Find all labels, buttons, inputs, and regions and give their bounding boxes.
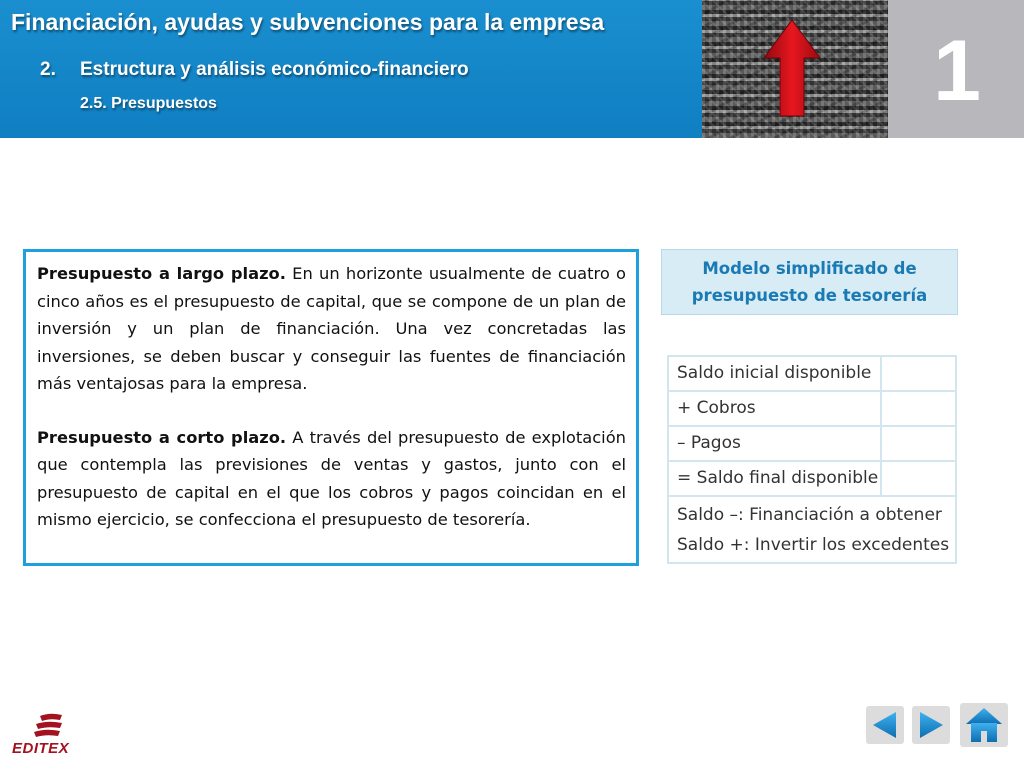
editex-logo xyxy=(10,712,80,758)
negative-balance-note: Saldo –: Financiación a obtener xyxy=(677,505,942,525)
triangle-left-icon xyxy=(870,710,900,740)
paragraph-lead: Presupuesto a corto plazo. xyxy=(37,427,287,447)
row-value-cell xyxy=(880,392,955,427)
row-value-cell xyxy=(880,462,955,497)
page-title: Financiación, ayudas y subvenciones para la empresa xyxy=(11,9,605,35)
chapter-number: 1 xyxy=(933,23,979,119)
red-arrow-up-icon xyxy=(762,18,822,118)
triangle-right-icon xyxy=(916,710,946,740)
table-notes xyxy=(669,497,955,562)
header-banner xyxy=(0,0,702,138)
table-row xyxy=(669,462,955,497)
treasury-model-title-text: Modelo simplificado de presupuesto de tesorería xyxy=(691,259,928,305)
home-button[interactable] xyxy=(960,703,1008,747)
positive-balance-note: Saldo +: Invertir los excedentes xyxy=(677,535,950,555)
row-label: + Cobros xyxy=(677,398,756,418)
treasury-budget-table xyxy=(667,355,957,564)
header-image-word-collage xyxy=(702,0,888,138)
previous-slide-button[interactable] xyxy=(866,706,904,744)
budget-description-box xyxy=(23,249,639,566)
paragraph-lead: Presupuesto a largo plazo. xyxy=(37,264,286,283)
paragraph-body: A través del presupuesto de explotación que contempla las previsiones de ventas y gastos, junto con el presupuesto de capital en el que los cobros y pagos coincidan en el mismo ejercicio, se confecciona el presupuesto de tesorería. xyxy=(37,427,626,529)
home-icon xyxy=(964,706,1004,744)
row-label: Saldo inicial disponible xyxy=(677,363,872,383)
table-row xyxy=(669,357,955,392)
editex-logo-text: EDITEX xyxy=(12,740,70,757)
paragraph-body: En un horizonte usualmente de cuatro o cinco años es el presupuesto de capital, que se compone de un plan de inversión y un plan de financiación. Una vez concretadas las inversiones, se deben buscar y conseguir las fuentes de financiación más ventajosas para la empresa. xyxy=(37,264,627,393)
row-value-cell xyxy=(880,427,955,462)
table-row xyxy=(669,392,955,427)
treasury-model-title xyxy=(661,249,958,315)
section-number: 2. xyxy=(40,59,56,80)
row-value-cell xyxy=(880,357,955,392)
table-row xyxy=(669,427,955,462)
short-term-budget-paragraph xyxy=(37,424,626,534)
editex-logo-mark-icon xyxy=(32,712,66,738)
row-label: – Pagos xyxy=(677,433,741,453)
long-term-budget-paragraph xyxy=(37,260,626,398)
next-slide-button[interactable] xyxy=(912,706,950,744)
section-heading xyxy=(40,59,469,81)
chapter-number-box xyxy=(888,0,1024,138)
subsection-heading: 2.5. Presupuestos xyxy=(80,95,217,112)
section-title: Estructura y análisis económico-financiero xyxy=(80,59,469,80)
row-label: = Saldo final disponible xyxy=(677,468,879,488)
